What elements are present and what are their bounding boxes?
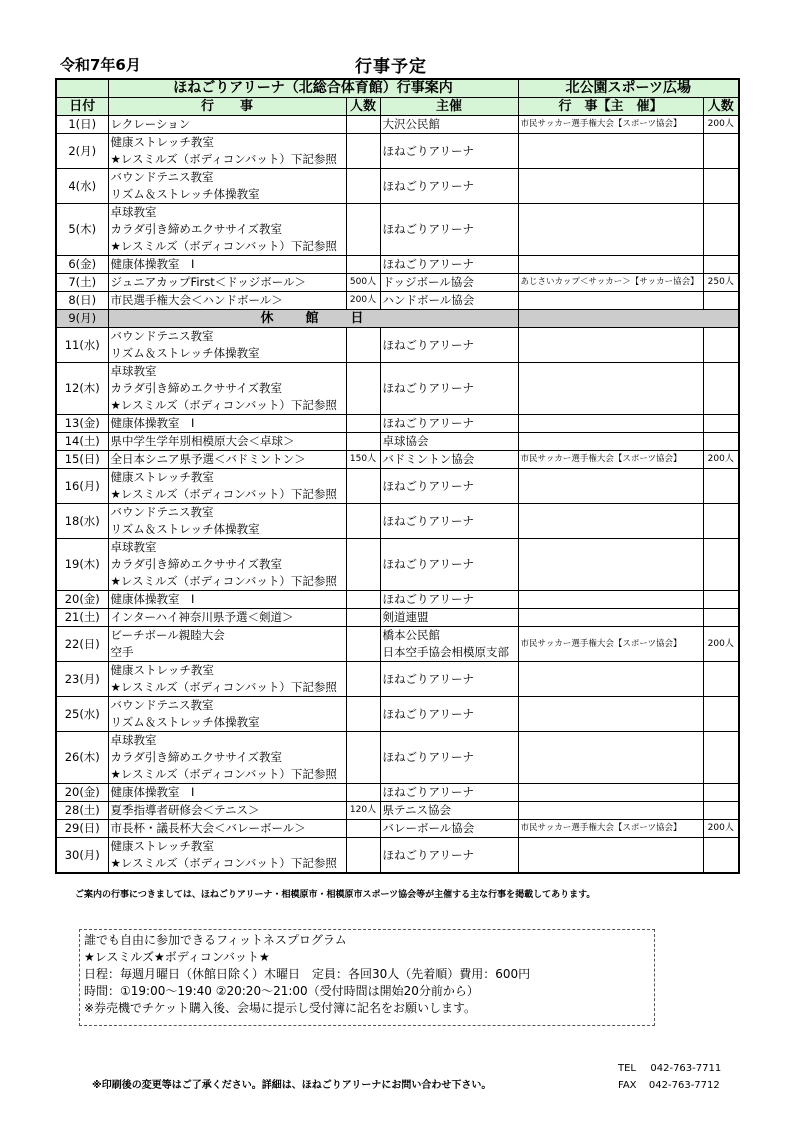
fitness-line: ★レスミルズ★ボディコンバット★: [84, 950, 270, 964]
park-event-cell: あじさいカップ＜サッカー＞【サッカー協会】: [518, 274, 703, 292]
date-cell: 8(日): [56, 292, 108, 310]
count-cell: 200人: [346, 292, 380, 310]
date-cell: 9(月): [56, 310, 108, 328]
park-count-column-header: 人数: [703, 98, 739, 116]
event-name: ★レスミルズ（ボディコンバット）下記参照: [110, 767, 337, 781]
park-count-cell: [703, 784, 739, 802]
host-cell: [380, 820, 518, 838]
document-date: 令和7年6月: [60, 56, 141, 74]
event-name: 健康体操教室 Ⅰ: [110, 257, 195, 271]
park-count-cell: 200人: [703, 627, 739, 662]
count-cell: [346, 838, 380, 874]
host-name: ほねごりアリーナ: [382, 381, 475, 395]
count-column-header: 人数: [346, 98, 380, 116]
count-cell: 150人: [346, 451, 380, 469]
event-name: 卓球教室: [110, 540, 157, 554]
park-count-cell: [703, 415, 739, 433]
host-name: ほねごりアリーナ: [382, 143, 475, 158]
event-name: ★レスミルズ（ボディコンバット）下記参照: [110, 152, 337, 166]
host-cell: [380, 274, 518, 292]
park-event-cell: [518, 784, 703, 802]
host-name: 県テニス協会: [382, 803, 452, 817]
count-cell: [346, 433, 380, 451]
host-cell: [380, 451, 518, 469]
host-name: ドッジボール協会: [382, 275, 474, 289]
date-cell: 2(月): [56, 134, 108, 169]
host-name: ほねごりアリーナ: [382, 750, 475, 764]
blank-header-cell: [56, 79, 108, 98]
count-cell: [346, 627, 380, 662]
host-name: バドミントン協会: [382, 452, 475, 466]
host-name: 卓球協会: [382, 434, 429, 448]
park-event-cell: 市民サッカー選手権大会【スポーツ協会】: [518, 820, 703, 838]
host-name: 橋本公民館: [382, 628, 440, 642]
date-cell: 11(水): [56, 328, 108, 363]
event-cell: [108, 820, 346, 838]
host-name: ほねごりアリーナ: [382, 557, 475, 571]
park-event-cell: [518, 662, 703, 697]
event-name: ★レスミルズ（ボディコンバット）下記参照: [110, 487, 337, 501]
table-row: [56, 504, 739, 539]
event-cell: [108, 204, 346, 256]
date-cell: 22(日): [56, 627, 108, 662]
event-name: リズム＆ストレッチ体操教室: [110, 187, 260, 201]
event-cell: [108, 838, 346, 874]
date-cell: 6(金): [56, 256, 108, 274]
closed-day-cell: 休 館 日: [108, 310, 518, 328]
table-row: [56, 134, 739, 169]
event-name: カラダ引き締めエクササイズ教室: [110, 381, 282, 395]
event-name: 市民選手権大会＜ハンドボール＞: [110, 293, 283, 307]
fax-number: 042-763-7712: [648, 1080, 720, 1091]
park-event-cell: [518, 256, 703, 274]
count-cell: [346, 169, 380, 204]
event-cell: [108, 539, 346, 591]
host-cell: [380, 802, 518, 820]
host-name: ほねごりアリーナ: [382, 592, 475, 606]
park-count-cell: [703, 802, 739, 820]
table-row: [56, 116, 739, 134]
host-name: ほねごりアリーナ: [382, 847, 475, 862]
table-row: [56, 363, 739, 415]
event-cell: [108, 609, 346, 627]
date-cell: 25(水): [56, 697, 108, 732]
table-row: [56, 627, 739, 662]
park-count-cell: [703, 591, 739, 609]
park-event-cell: [518, 328, 703, 363]
host-cell: [380, 415, 518, 433]
host-name: ハンドボール協会: [382, 293, 475, 307]
date-cell: 7(土): [56, 274, 108, 292]
park-count-cell: [703, 328, 739, 363]
event-cell: [108, 627, 346, 662]
tel-number: 042-763-7711: [650, 1063, 722, 1074]
host-cell: [380, 732, 518, 784]
date-cell: 13(金): [56, 415, 108, 433]
count-cell: [346, 134, 380, 169]
event-name: リズム＆ストレッチ体操教室: [110, 346, 260, 360]
table-row: [56, 274, 739, 292]
event-cell: [108, 469, 346, 504]
date-cell: 23(月): [56, 662, 108, 697]
event-name: ★レスミルズ（ボディコンバット）下記参照: [110, 239, 337, 253]
count-cell: 120人: [346, 802, 380, 820]
event-name: リズム＆ストレッチ体操教室: [110, 715, 260, 729]
park-event-cell: [518, 504, 703, 539]
host-name: ほねごりアリーナ: [382, 478, 475, 493]
host-column-header: 主催: [380, 98, 518, 116]
event-cell: [108, 292, 346, 310]
fitness-line: 時間：①19:00～19:40 ②20:20～21:00（受付時間は開始20分前から）: [84, 984, 479, 998]
date-cell: 26(木): [56, 732, 108, 784]
count-cell: [346, 609, 380, 627]
host-cell: [380, 256, 518, 274]
host-name: ほねごりアリーナ: [382, 416, 475, 430]
fitness-line: 誰でも自由に参加できるフィットネスプログラム: [84, 933, 347, 947]
event-name: バウンドテニス教室: [110, 505, 214, 519]
event-cell: [108, 116, 346, 134]
park-count-cell: [703, 292, 739, 310]
date-column-header: 日付: [56, 98, 108, 116]
count-cell: [346, 697, 380, 732]
event-name: 県中学生学年別相模原大会＜卓球＞: [110, 434, 295, 448]
host-name: 日本空手協会相模原支部: [382, 645, 509, 659]
event-name: 全日本シニア県予選＜バドミントン＞: [110, 452, 306, 466]
host-name: ほねごりアリーナ: [382, 337, 475, 352]
date-cell: 19(木): [56, 539, 108, 591]
event-name: リズム＆ストレッチ体操教室: [110, 522, 260, 536]
event-cell: [108, 697, 346, 732]
date-cell: 18(水): [56, 504, 108, 539]
event-name: 健康ストレッチ教室: [110, 470, 214, 484]
host-cell: [380, 662, 518, 697]
park-count-cell: [703, 838, 739, 874]
table-row: [56, 697, 739, 732]
park-count-cell: [703, 609, 739, 627]
park-event-cell: 市民サッカー選手権大会【スポーツ協会】: [518, 627, 703, 662]
count-cell: [346, 820, 380, 838]
park-count-cell: 200人: [703, 116, 739, 134]
park-count-cell: [703, 169, 739, 204]
event-cell: [108, 662, 346, 697]
park-event-cell: [518, 292, 703, 310]
event-name: 健康体操教室 Ⅰ: [110, 785, 195, 799]
table-row: [56, 591, 739, 609]
event-name: 卓球教室: [110, 205, 157, 219]
date-cell: 30(月): [56, 838, 108, 874]
park-count-cell: [703, 662, 739, 697]
park-event-cell: 市民サッカー選手権大会【スポーツ協会】: [518, 451, 703, 469]
park-event-cell: [518, 415, 703, 433]
count-cell: [346, 204, 380, 256]
event-name: ★レスミルズ（ボディコンバット）下記参照: [110, 398, 337, 412]
park-count-cell: [703, 504, 739, 539]
event-cell: [108, 504, 346, 539]
table-row: [56, 609, 739, 627]
event-name: カラダ引き締めエクササイズ教室: [110, 750, 282, 764]
tel-line: [618, 1063, 721, 1074]
park-count-cell: [703, 732, 739, 784]
count-cell: [346, 539, 380, 591]
host-cell: [380, 433, 518, 451]
event-name: 健康体操教室 Ⅰ: [110, 416, 195, 430]
table-row: [56, 784, 739, 802]
fitness-info-box: [79, 929, 655, 1026]
page-title: 行事予定: [355, 57, 427, 77]
park-count-cell: [703, 697, 739, 732]
park-event-cell: [518, 363, 703, 415]
date-cell: 29(日): [56, 820, 108, 838]
count-cell: [346, 662, 380, 697]
event-cell: [108, 363, 346, 415]
table-row: [56, 292, 739, 310]
park-count-cell: [703, 256, 739, 274]
park-count-cell: [703, 433, 739, 451]
park-event-cell: [518, 469, 703, 504]
table-row: [56, 539, 739, 591]
table-row: [56, 451, 739, 469]
date-cell: 14(土): [56, 433, 108, 451]
park-count-cell: [703, 539, 739, 591]
host-cell: [380, 363, 518, 415]
event-name: 夏季指導者研修会＜テニス＞: [110, 803, 260, 817]
park-event-cell: 市民サッカー選手権大会【スポーツ協会】: [518, 116, 703, 134]
park-event-cell: [518, 169, 703, 204]
fitness-line: 日程：毎週月曜日（休館日除く）木曜日 定員：各回30人（先着順）費用：600円: [84, 967, 531, 981]
event-cell: [108, 591, 346, 609]
table-note: ご案内の行事につきましては、ほねごりアリーナ・相模原市・相模原市スポーツ協会等が主催する主な行事を掲載してあります。: [75, 890, 596, 900]
table-row: [56, 256, 739, 274]
event-cell: [108, 134, 346, 169]
host-name: ほねごりアリーナ: [382, 513, 475, 528]
event-name: 市長杯・議長杯大会＜バレーボール＞: [110, 821, 306, 835]
park-count-cell: 250人: [703, 274, 739, 292]
park-event-cell: [518, 697, 703, 732]
count-cell: [346, 732, 380, 784]
event-name: 健康ストレッチ教室: [110, 135, 214, 149]
tel-label: TEL: [618, 1063, 636, 1074]
fitness-line: ※券売機でチケット購入後、会場に提示し受付簿に記名をお願いします。: [84, 1001, 477, 1015]
table-row: [56, 169, 739, 204]
table-row: [56, 310, 739, 328]
host-name: 大沢公民館: [382, 117, 440, 131]
count-cell: [346, 256, 380, 274]
count-cell: [346, 591, 380, 609]
event-cell: [108, 433, 346, 451]
host-name: ほねごりアリーナ: [382, 178, 475, 193]
date-cell: 28(土): [56, 802, 108, 820]
event-name: ビーチボール親睦大会: [110, 628, 225, 642]
event-name: 健康ストレッチ教室: [110, 663, 214, 677]
host-name: ほねごりアリーナ: [382, 257, 475, 271]
park-event-cell: [518, 591, 703, 609]
host-cell: [380, 504, 518, 539]
table-row: [56, 732, 739, 784]
schedule-table: [55, 78, 740, 874]
count-cell: [346, 363, 380, 415]
park-count-cell: 200人: [703, 820, 739, 838]
date-cell: 5(木): [56, 204, 108, 256]
event-name: カラダ引き締めエクササイズ教室: [110, 557, 282, 571]
park-event-cell: [518, 732, 703, 784]
table-row: [56, 802, 739, 820]
fax-line: [618, 1080, 720, 1091]
date-cell: 21(土): [56, 609, 108, 627]
event-cell: [108, 328, 346, 363]
host-name: 剣道連盟: [382, 610, 429, 624]
host-cell: [380, 838, 518, 874]
arena-group-header: ほねごりアリーナ（北総合体育館）行事案内: [108, 79, 518, 98]
count-cell: [346, 469, 380, 504]
table-row: [56, 662, 739, 697]
event-name: ★レスミルズ（ボディコンバット）下記参照: [110, 856, 337, 870]
host-cell: [380, 292, 518, 310]
host-name: バレーボール協会: [382, 821, 475, 835]
host-name: ほねごりアリーナ: [382, 222, 475, 236]
event-cell: [108, 451, 346, 469]
event-name: バウンドテニス教室: [110, 698, 214, 712]
park-count-cell: 200人: [703, 451, 739, 469]
event-name: ジュニアカップFirst＜ドッジボール＞: [110, 275, 307, 289]
date-cell: 20(金): [56, 591, 108, 609]
park-event-cell: [518, 433, 703, 451]
park-count-cell: [703, 469, 739, 504]
park-count-cell: [703, 134, 739, 169]
event-column-header: 行 事: [108, 98, 346, 116]
date-cell: 4(水): [56, 169, 108, 204]
count-cell: [346, 116, 380, 134]
footer-notice: ※印刷後の変更等はご了承ください。詳細は、ほねごりアリーナにお問い合わせ下さい。: [92, 1080, 492, 1091]
park-event-cell: [518, 204, 703, 256]
event-cell: [108, 256, 346, 274]
table-row: [56, 838, 739, 874]
schedule-body: [56, 116, 739, 874]
table-row: [56, 820, 739, 838]
event-name: バウンドテニス教室: [110, 170, 214, 184]
event-name: 卓球教室: [110, 733, 157, 747]
table-row: [56, 433, 739, 451]
park-event-column-header: 行 事【主 催】: [518, 98, 703, 116]
park-group-header: 北公園スポーツ広場: [518, 79, 739, 98]
park-count-cell: [703, 363, 739, 415]
host-cell: [380, 469, 518, 504]
host-cell: [380, 697, 518, 732]
host-name: ほねごりアリーナ: [382, 706, 475, 721]
date-cell: 1(日): [56, 116, 108, 134]
date-cell: 20(金): [56, 784, 108, 802]
park-count-cell: [703, 204, 739, 256]
host-cell: [380, 609, 518, 627]
event-cell: [108, 732, 346, 784]
event-name: バウンドテニス教室: [110, 329, 214, 343]
empty-cell: [518, 310, 739, 328]
event-cell: [108, 415, 346, 433]
park-event-cell: [518, 802, 703, 820]
table-row: [56, 469, 739, 504]
count-cell: 500人: [346, 274, 380, 292]
count-cell: [346, 415, 380, 433]
table-row: [56, 415, 739, 433]
date-cell: 15(日): [56, 451, 108, 469]
host-cell: [380, 204, 518, 256]
host-name: ほねごりアリーナ: [382, 785, 475, 799]
host-cell: [380, 539, 518, 591]
host-cell: [380, 134, 518, 169]
host-cell: [380, 116, 518, 134]
host-cell: [380, 784, 518, 802]
date-cell: 12(木): [56, 363, 108, 415]
event-name: 卓球教室: [110, 364, 157, 378]
event-name: 健康ストレッチ教室: [110, 839, 214, 853]
host-cell: [380, 328, 518, 363]
count-cell: [346, 504, 380, 539]
host-name: ほねごりアリーナ: [382, 671, 475, 686]
fax-label: FAX: [618, 1080, 637, 1091]
event-cell: [108, 784, 346, 802]
host-cell: [380, 627, 518, 662]
event-cell: [108, 802, 346, 820]
host-cell: [380, 591, 518, 609]
event-name: インターハイ神奈川県予選＜剣道＞: [110, 610, 294, 624]
event-name: 空手: [110, 645, 134, 659]
table-row: [56, 204, 739, 256]
event-name: カラダ引き締めエクササイズ教室: [110, 222, 282, 236]
host-cell: [380, 169, 518, 204]
park-event-cell: [518, 539, 703, 591]
table-row: [56, 328, 739, 363]
event-cell: [108, 169, 346, 204]
park-event-cell: [518, 838, 703, 874]
event-name: ★レスミルズ（ボディコンバット）下記参照: [110, 574, 337, 588]
event-cell: [108, 274, 346, 292]
event-name: レクレーション: [110, 117, 191, 131]
count-cell: [346, 784, 380, 802]
park-event-cell: [518, 134, 703, 169]
event-name: ★レスミルズ（ボディコンバット）下記参照: [110, 680, 337, 694]
park-event-cell: [518, 609, 703, 627]
event-name: 健康体操教室 Ⅰ: [110, 592, 195, 606]
date-cell: 16(月): [56, 469, 108, 504]
count-cell: [346, 328, 380, 363]
